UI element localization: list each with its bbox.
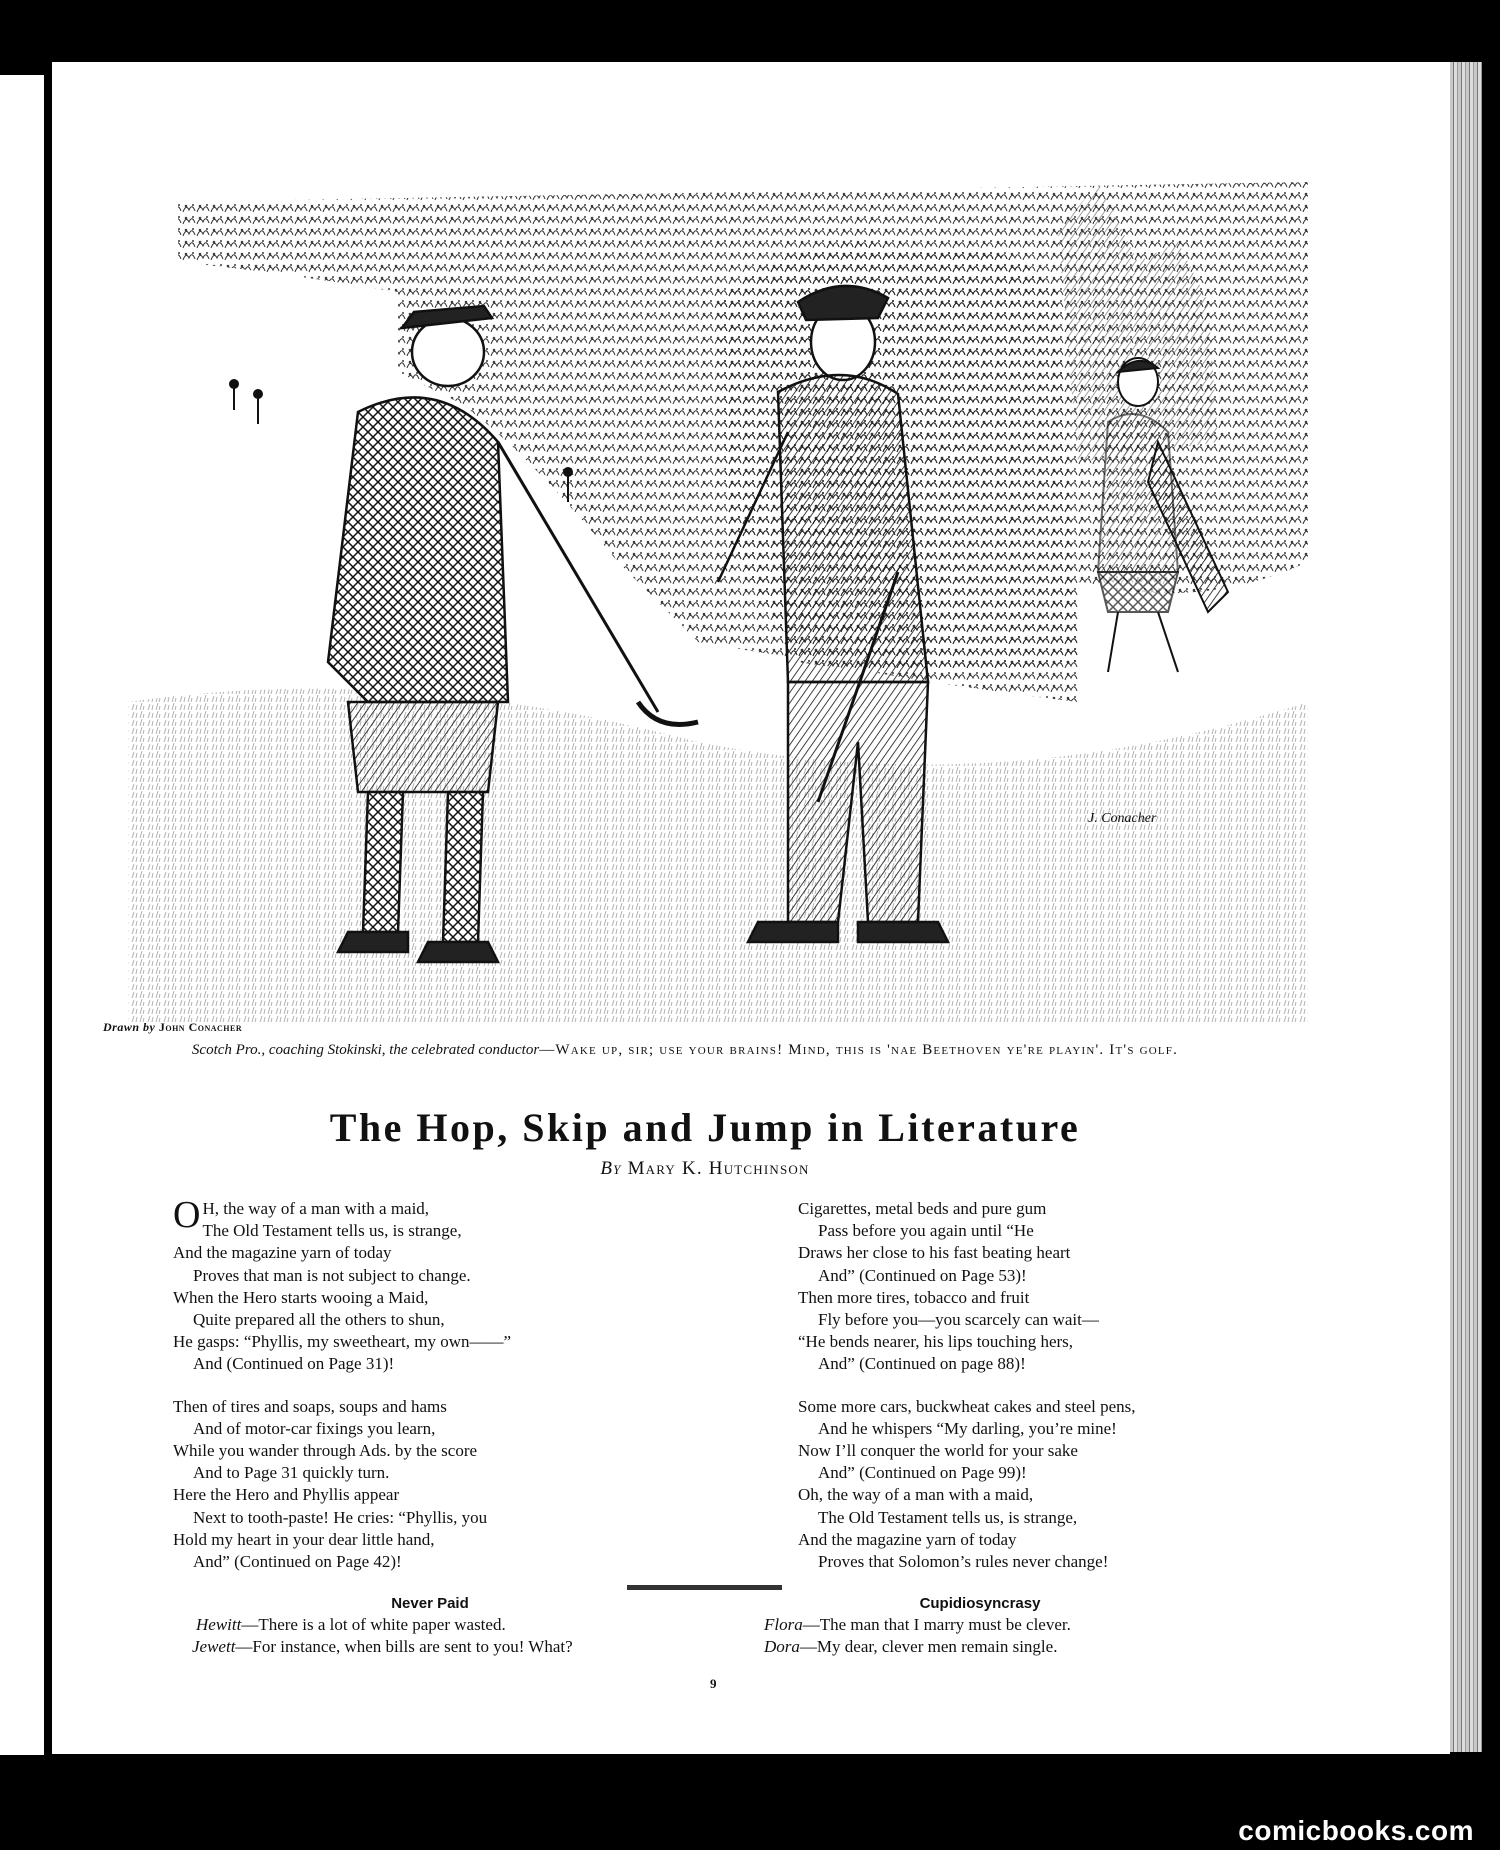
poem-line: And” (Continued on Page 99)!	[818, 1463, 1027, 1483]
poem-line: And of motor-car fixings you learn,	[193, 1418, 436, 1438]
caption-speech: —Wake up, sir; use your brains! Mind, this is 'nae Beethoven ye're playin'. It's golf.	[539, 1042, 1179, 1058]
drop-cap: O	[173, 1194, 201, 1236]
joke-title-cupidiosyncrasy: Cupidiosyncrasy	[919, 1595, 1041, 1612]
poem-line: Hold my heart in your dear little hand,	[173, 1529, 435, 1549]
joke-speaker: Flora	[764, 1615, 803, 1634]
poem-line: Fly before you—you scarcely can wait—	[818, 1310, 1099, 1330]
illustration-credit	[103, 1020, 242, 1035]
article-byline	[150, 1158, 1260, 1180]
stanza-gap	[798, 1376, 1136, 1396]
poem-line: Proves that Solomon’s rules never change!	[818, 1552, 1109, 1572]
facing-page-edge	[0, 75, 44, 1755]
golf-cartoon-illustration	[98, 142, 1308, 1022]
poem-line: “He bends nearer, his lips touching hers,	[798, 1332, 1074, 1352]
poem-line: And” (Continued on Page 42)!	[193, 1552, 402, 1572]
joke-left-line-2: Jewett—For instance, when bills are sent to you! What?	[192, 1637, 573, 1656]
joke-right-line-2: Dora—My dear, clever men remain single.	[764, 1637, 1058, 1656]
poem-line: Quite prepared all the others to shun,	[193, 1310, 445, 1330]
illustration-drawing	[98, 142, 1308, 1022]
page-edge-stack	[1446, 62, 1482, 1752]
article-title: The Hop, Skip and Jump in Literature	[329, 1105, 1081, 1150]
joke-speaker: Hewitt	[196, 1615, 242, 1634]
credit-artist: John Conacher	[158, 1020, 243, 1034]
poem-line: Here the Hero and Phyllis appear	[173, 1485, 400, 1505]
poem-line: And the magazine yarn of today	[798, 1529, 1017, 1549]
byline-by: By	[600, 1158, 622, 1179]
caption-speaker: Scotch Pro., coaching Stokinski, the celebrated conductor	[191, 1042, 540, 1058]
joke-right-line-1: Flora—The man that I marry must be clever.	[764, 1615, 1071, 1634]
poem-line: Cigarettes, metal beds and pure gum	[798, 1199, 1047, 1218]
poem-line: Draws her close to his fast beating heart	[798, 1243, 1071, 1263]
joke-left-line-1: Hewitt—There is a lot of white paper wasted.	[196, 1615, 506, 1634]
poem-left-column	[173, 1194, 512, 1573]
poem-line: Then of tires and soaps, soups and hams	[173, 1396, 447, 1416]
joke-speaker: Jewett	[192, 1637, 236, 1656]
poem-line: Next to tooth-paste! He cries: “Phyllis, you	[193, 1507, 488, 1527]
poem-line: Pass before you again until “He	[818, 1221, 1034, 1241]
credit-prefix: Drawn by	[103, 1020, 156, 1034]
poem-line: And (Continued on Page 31)!	[193, 1354, 395, 1374]
poem-line: Proves that man is not subject to change.	[193, 1265, 471, 1285]
poem-first-line: O H, the way of a man with a maid,	[173, 1194, 430, 1236]
poem-line: Then more tires, tobacco and fruit	[798, 1287, 1030, 1307]
poem-line: And to Page 31 quickly turn.	[193, 1463, 390, 1483]
byline-author: Mary K. Hutchinson	[627, 1158, 810, 1179]
poem-line: Now I’ll conquer the world for your sake	[798, 1441, 1078, 1461]
poem-line: The Old Testament tells us, is strange,	[818, 1507, 1078, 1527]
poem-line: When the Hero starts wooing a Maid,	[173, 1287, 429, 1307]
artist-signature: J. Conacher	[1088, 811, 1157, 826]
site-watermark: comicbooks.com	[1238, 1815, 1474, 1846]
poem-line: While you wander through Ads. by the score	[173, 1441, 478, 1461]
page-number: 9	[710, 1676, 717, 1691]
poem-line: And the magazine yarn of today	[173, 1243, 392, 1263]
poem-line: Oh, the way of a man with a maid,	[798, 1485, 1034, 1505]
poem-line: He gasps: “Phyllis, my sweetheart, my own——”	[173, 1332, 512, 1352]
golf-green-ground	[128, 689, 1308, 1022]
poem-line: Some more cars, buckwheat cakes and steel pens,	[798, 1396, 1136, 1416]
section-divider	[627, 1585, 782, 1590]
poem-line: And” (Continued on page 88)!	[818, 1354, 1026, 1374]
stanza-gap	[173, 1376, 511, 1396]
poem-line: And” (Continued on Page 53)!	[818, 1265, 1027, 1285]
poem-line: And he whispers “My darling, you’re mine!	[818, 1418, 1117, 1438]
cartoon-caption	[110, 1038, 1260, 1062]
joke-title-never-paid: Never Paid	[391, 1595, 469, 1612]
joke-speaker: Dora	[764, 1637, 800, 1656]
poem-line: The Old Testament tells us, is strange,	[202, 1221, 462, 1241]
poem-right-column	[798, 1198, 1136, 1573]
